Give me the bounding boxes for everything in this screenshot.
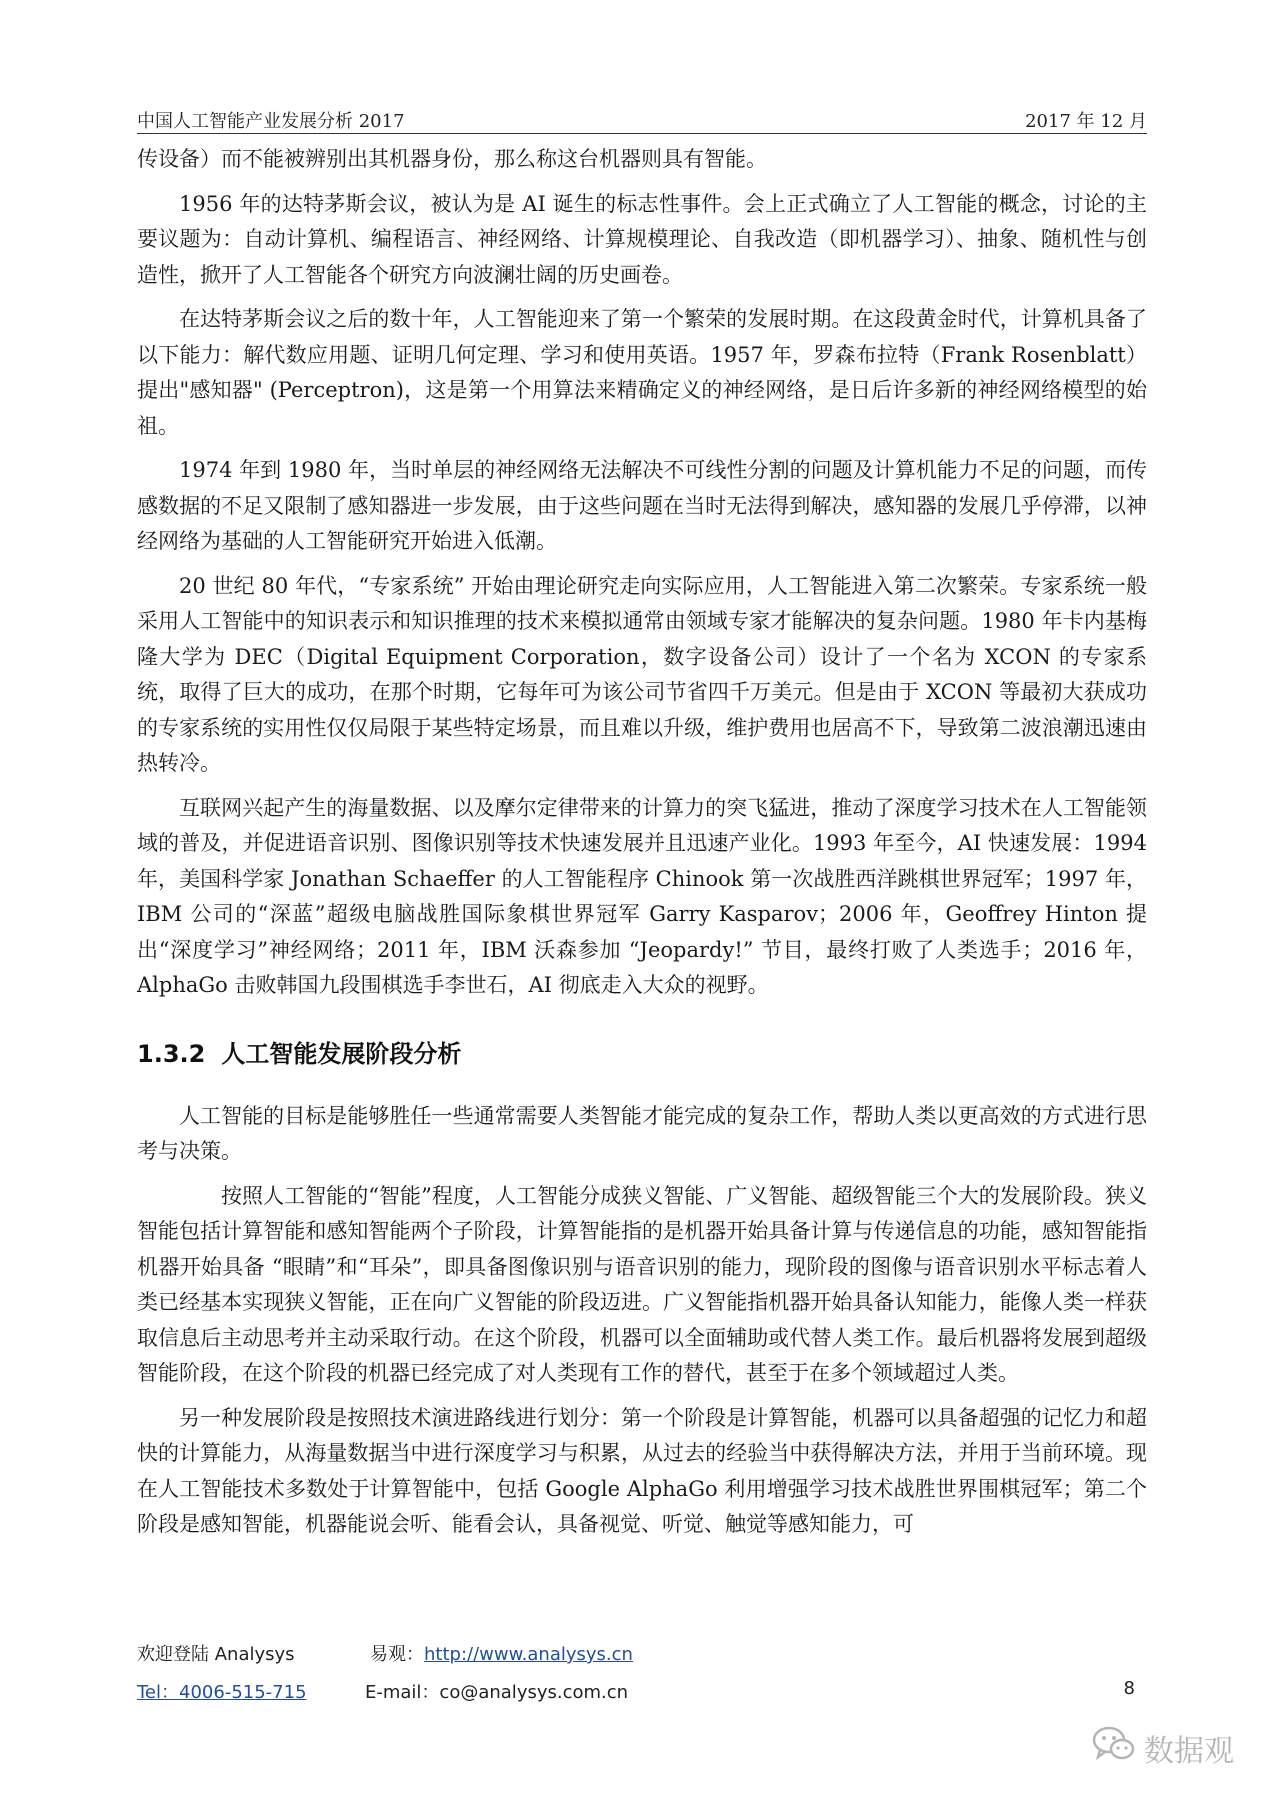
page-footer (137, 1640, 1147, 1720)
page-header (137, 103, 1147, 133)
footer-site-link[interactable]: http://www.analysys.cn (424, 1644, 633, 1665)
section-heading (137, 1034, 1147, 1074)
section-number: 1.3.2 (137, 1039, 206, 1068)
header-divider (137, 133, 1147, 134)
paragraph: 在达特茅斯会议之后的数十年，人工智能迎来了第一个繁荣的发展时期。在这段黄金时代，计算机具备了以下能力：解代数应用题、证明几何定理、学习和使用英语。1957 年，罗森布拉特（Frank Rosenblatt）提出"感知器" (Perceptron)，这是第一个用算法来精确定义的神经网络，是日后许多新的神经网络模型的始祖。 (137, 307, 1147, 438)
page-body (137, 142, 1147, 1543)
header-title: 中国人工智能产业发展分析 2017 (137, 111, 405, 132)
section-title: 人工智能发展阶段分析 (221, 1039, 462, 1068)
paragraph: 人工智能的目标是能够胜任一些通常需要人类智能才能完成的复杂工作，帮助人类以更高效的方式进行思考与决策。 (137, 1103, 1147, 1163)
watermark (1092, 1720, 1262, 1770)
footer-site-label: 易观： (370, 1644, 424, 1665)
paragraph: 传设备）而不能被辨别出其机器身份，那么称这台机器则具有智能。 (137, 147, 767, 171)
footer-site (370, 1640, 633, 1666)
paragraph: 1956 年的达特茅斯会议，被认为是 AI 诞生的标志性事件。会上正式确立了人工智能的概念，讨论的主要议题为：自动计算机、编程语言、神经网络、计算规模理论、自我改造（即机器学习）、抽象、随机性与创造性，掀开了人工智能各个研究方向波澜壮阔的历史画卷。 (137, 191, 1147, 287)
footer-welcome: 欢迎登陆 Analysys (137, 1644, 295, 1665)
footer-email: E-mail：co@analysys.com.cn (365, 1682, 629, 1703)
paragraph: 1974 年到 1980 年，当时单层的神经网络无法解决不可线性分割的问题及计算机能力不足的问题，而传感数据的不足又限制了感知器进一步发展，由于这些问题在当时无法得到解决，感知器的发展几乎停滞，以神经网络为基础的人工智能研究开始进入低潮。 (137, 458, 1147, 553)
paragraph: 按照人工智能的“智能”程度，人工智能分成狭义智能、广义智能、超级智能三个大的发展阶段。狭义智能包括计算智能和感知智能两个子阶段，计算智能指的是机器开始具备计算与传递信息的功能，感知智能指机器开始具备 “眼睛”和“耳朵”，即具备图像识别与语音识别的能力，现阶段的图像与语音识别水平标志着人类已经基本实现狭义智能，正在向广义智能的阶段迈进。广义智能指机器开始具备认知能力，能像人类一样获取信息后主动思考并主动采取行动。在这个阶段，机器可以全面辅助或代替人类工作。最后机器将发展到超级智能阶段，在这个阶段的机器已经完成了对人类现有工作的替代，甚至于在多个领域超过人类。 (137, 1183, 1147, 1385)
footer-tel-link[interactable]: Tel：4006-515-715 (137, 1682, 307, 1703)
wechat-icon (1092, 1724, 1136, 1764)
watermark-text: 数据观 (1144, 1734, 1234, 1769)
paragraph: 20 世纪 80 年代，“专家系统” 开始由理论研究走向实际应用，人工智能进入第二次繁荣。专家系统一般采用人工智能中的知识表示和知识推理的技术来模拟通常由领域专家才能解决的复杂问题。1980 年卡内基梅隆大学为 DEC（Digital Equipment Corporation，数字设备公司）设计了一个名为 XCON 的专家系统，取得了巨大的成功，在那个时期，它每年可为该公司节省四千万美元。但是由于 XCON 等最初大获成功的专家系统的实用性仅仅局限于某些特定场景，而且难以升级，维护费用也居高不下，导致第二波浪潮迅速由热转冷。 (137, 573, 1147, 775)
paragraph: 互联网兴起产生的海量数据、以及摩尔定律带来的计算力的突飞猛进，推动了深度学习技术在人工智能领域的普及，并促进语音识别、图像识别等技术快速发展并且迅速产业化。1993 年至今，AI 快速发展：1994 年，美国科学家 Jonathan Schaeffer 的人工智能程序 Chinook 第一次战胜西洋跳棋世界冠军；1997 年，IBM 公司的“深蓝”超级电脑战胜国际象棋世界冠军 Garry Kasparov；2006 年，Geoffrey Hinton 提出“深度学习”神经网络；2011 年，IBM 沃森参加 “Jeopardy!” 节目，最终打败了人类选手；2016 年，AlphaGo 击败韩国九段围棋选手李世石，AI 彻底走入大众的视野。 (137, 795, 1147, 997)
page-number: 8 (1123, 1678, 1135, 1699)
paragraph: 另一种发展阶段是按照技术演进路线进行划分：第一个阶段是计算智能，机器可以具备超强的记忆力和超快的计算能力，从海量数据当中进行深度学习与积累，从过去的经验当中获得解决方法，并用于当前环境。现在人工智能技术多数处于计算智能中，包括 Google AlphaGo 利用增强学习技术战胜世界围棋冠军；第二个阶段是感知智能，机器能说会听、能看会认，具备视觉、听觉、触觉等感知能力，可 (137, 1405, 1147, 1536)
header-date: 2017 年 12 月 (1025, 111, 1147, 132)
